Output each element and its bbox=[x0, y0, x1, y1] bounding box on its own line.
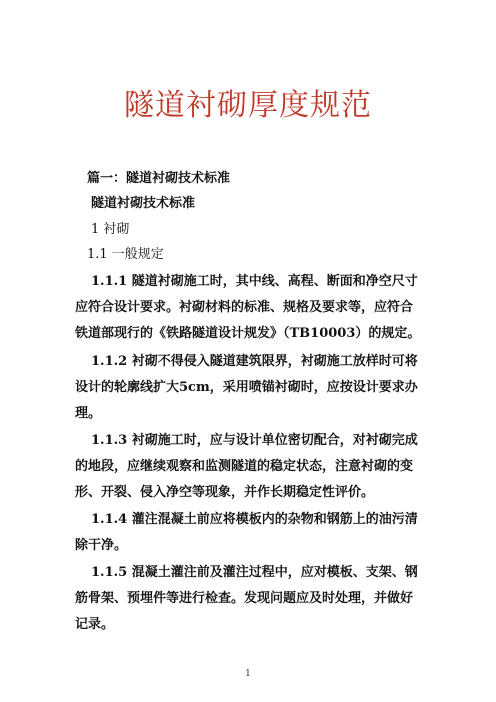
paragraph-line: 理。 bbox=[75, 406, 102, 421]
paragraph-line: 1.1.2 衬砌不得侵入隧道建筑限界，衬砌施工放样时可将 bbox=[91, 354, 418, 369]
subsection-heading: 隧道衬砌技术标准 bbox=[91, 196, 196, 211]
paragraph-line: 1.1.4 灌注混凝土前应将模板内的杂物和钢筋上的油污清 bbox=[91, 512, 418, 527]
paragraph-line: 记录。 bbox=[75, 617, 115, 632]
paragraph-line: 1.1.3 衬砌施工时，应与设计单位密切配合，对衬砌完成 bbox=[91, 433, 418, 448]
paragraph-line: 铁道部现行的《铁路隧道设计规发》（TB10003）的规定。 bbox=[75, 326, 421, 341]
paragraph-line: 1.1.5 混凝土灌注前及灌注过程中，应对模板、支架、钢 bbox=[91, 565, 418, 580]
document-title: 隧道衬砌厚度规范 bbox=[124, 88, 372, 123]
section-heading: 篇一：隧道衬砌技术标准 bbox=[87, 171, 231, 186]
paragraph-line: 筋骨架、预埋件等进行检查。发现问题应及时处理，并做好 bbox=[75, 591, 414, 606]
clause-heading: 1.1 一般规定 bbox=[87, 247, 164, 262]
paragraph-line: 设计的轮廓线扩大5cm，采用喷锚衬砌时，应按设计要求办 bbox=[75, 380, 418, 395]
page-number: 1 bbox=[245, 669, 251, 679]
paragraph-line: 的地段，应继续观察和监测隧道的稳定状态，注意衬砌的变 bbox=[75, 459, 414, 474]
paragraph-line: 应符合设计要求。衬砌材料的标准、规格及要求等，应符合 bbox=[75, 300, 414, 315]
paragraph-line: 形、开裂、侵入净空等现象，并作长期稳定性评价。 bbox=[75, 485, 375, 500]
paragraph-line: 除干净。 bbox=[75, 538, 128, 553]
paragraph-line: 1.1.1 隧道衬砌施工时，其中线、高程、断面和净空尺寸 bbox=[91, 274, 418, 289]
chapter-heading: 1 衬砌 bbox=[91, 222, 130, 237]
